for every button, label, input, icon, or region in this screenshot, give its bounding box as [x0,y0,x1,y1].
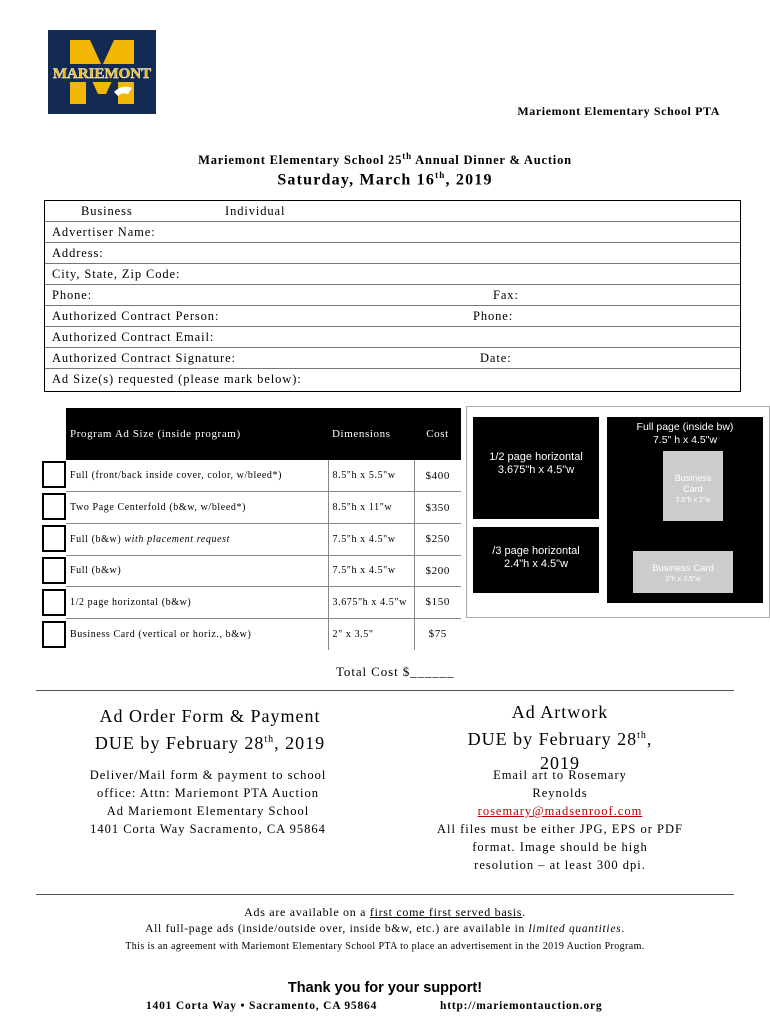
phone-label: Phone: [52,288,93,302]
thank-you-message: Thank you for your support! [287,980,483,996]
date-label: Date: [480,351,512,365]
checkbox-centerfold[interactable] [42,493,66,520]
row-dimensions: 8.5"h x 11"w [328,492,414,524]
terms [0,904,770,955]
ad-size-row [45,369,740,390]
row-cost: $200 [414,555,461,587]
row-dimensions: 7.5"h x 4.5"w [328,555,414,587]
ad-size-label: Ad Size(s) requested (please mark below): [52,372,302,386]
row-size: Two Page Centerfold (b&w, w/bleed*) [66,492,328,524]
third-page-block: /3 page horizontal 2.4"h x 4.5"w [473,527,599,593]
phone-fax-row[interactable] [45,285,740,306]
logo-graphic [48,30,156,114]
row-size: 1/2 page horizontal (b&w) [66,587,328,619]
row-size: Business Card (vertical or horiz., b&w) [70,628,252,640]
contract-email-field[interactable] [45,327,740,348]
row-size: Full (b&w) [66,555,328,587]
checkbox-full-color[interactable] [42,461,66,488]
table-row [66,555,461,587]
terms-line-2: All full-page ads (inside/outside over, inside b&w, etc.) are available in limited quantities. [145,923,625,935]
row-dimensions: 8.5"h x 5.5"w [328,460,414,492]
row-size: Full (front/back inside cover, color, w/bleed*) [66,460,328,492]
checkbox-full-placement[interactable] [42,525,66,552]
table-row [66,618,461,650]
row-size: Full (b&w) with placement request [66,523,328,555]
fax-label: Fax: [493,288,519,302]
city-state-zip-field[interactable] [45,264,740,285]
city-state-zip-label: City, State, Zip Code: [52,267,181,281]
address-field[interactable] [45,243,740,264]
checkbox-business-card[interactable] [42,621,66,648]
organization-name: Mariemont Elementary School PTA [517,104,720,118]
divider-top [36,690,734,691]
business-card-horizontal: Business Card 2"h x 3.5"w [633,551,733,593]
pricing-table [66,408,461,650]
terms-line-3: This is an agreement with Mariemont Elementary School PTA to place an advertisement in the 2019 Auction Program. [125,941,645,952]
row-dimensions: 2" x 3.5" [328,618,414,650]
row-dimensions: 7.5"h x 4.5"w [328,523,414,555]
half-page-block: 1/2 page horizontal 3.675"h x 4.5"w [473,417,599,519]
contract-person-label: Authorized Contract Person: [52,309,220,323]
table-row [66,492,461,524]
terms-line-1: Ads are available on a first come first served basis. [244,905,526,919]
checkbox-half-page[interactable] [42,589,66,616]
table-row [66,587,461,619]
contract-phone-label: Phone: [473,309,514,323]
type-individual-option[interactable]: Individual [225,204,286,218]
table-row [66,460,461,492]
footer-url-link[interactable]: http://mariemontauction.org [440,1000,603,1012]
row-cost: $350 [414,492,461,524]
advertiser-name-field[interactable] [45,222,740,243]
row-cost: $400 [414,460,461,492]
header-size: Program Ad Size (inside program) [66,408,328,460]
business-card-vertical: Business Card 3.5"h x 2"w [663,451,723,521]
checkbox-full-bw[interactable] [42,557,66,584]
contract-person-row[interactable] [45,306,740,327]
contract-email-label: Authorized Contract Email: [52,330,215,344]
artwork-instructions: Email art to Rosemary Reynolds rosemary@madsenroof.com All files must be either JPG, EPS or PDF format. Image should be high resolution – at least 300 dpi. [418,766,702,874]
table-row [66,523,461,555]
full-page-block: Full page (inside bw) 7.5" h x 4.5"w [607,417,763,603]
row-cost: $250 [414,523,461,555]
event-date: Saturday, March 16th, 2019 [277,170,493,189]
type-business-option[interactable]: Business [81,204,133,218]
delivery-instructions: Deliver/Mail form & payment to school office: Attn: Mariemont PTA Auction Ad Mariemont Elementary School 1401 Corta Way Sacramento, CA 95864 [89,768,327,836]
footer-address: 1401 Corta Way • Sacramento, CA 95864 [146,1000,378,1012]
ad-size-diagram [466,406,770,618]
row-cost: $75 [414,618,461,650]
address-label: Address: [52,246,104,260]
total-cost[interactable]: Total Cost $______ [336,664,455,679]
header-dimensions: Dimensions [328,408,414,460]
divider-bottom [36,894,734,895]
advertiser-type-row [45,201,740,222]
advertiser-form [44,200,741,392]
artwork-email-link[interactable]: rosemary@madsenroof.com [477,804,643,818]
school-logo [48,30,156,114]
signature-label: Authorized Contract Signature: [52,351,236,365]
row-cost: $150 [414,587,461,619]
svg-text:MARIEMONT: MARIEMONT [52,66,152,82]
signature-date-row[interactable] [45,348,740,369]
row-dimensions: 3.675"h x 4.5"w [328,587,414,619]
table-header-row [66,408,461,460]
event-title: Mariemont Elementary School 25th Annual Dinner & Auction [198,151,572,168]
header-cost: Cost [414,408,461,460]
artwork-heading: Ad Artwork DUE by February 28th, 2019 [467,702,653,773]
order-form-heading: Ad Order Form & Payment DUE by February 28th, 2019 [94,706,326,753]
advertiser-name-label: Advertiser Name: [52,225,156,239]
